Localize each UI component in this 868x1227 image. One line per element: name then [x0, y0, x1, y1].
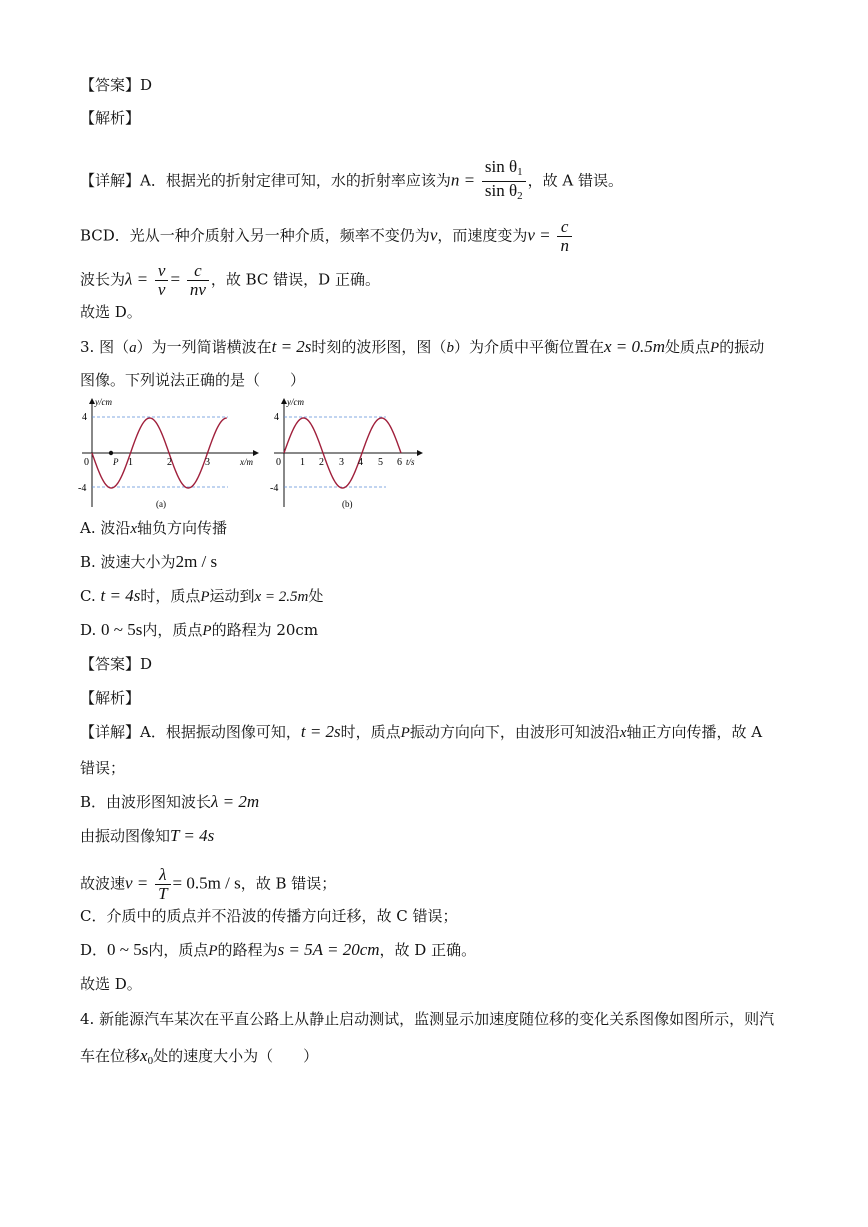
fig-a-tick-2: 2 [167, 457, 172, 468]
q3-optB-val: 2m / s [175, 552, 218, 571]
q3-option-b [80, 552, 217, 572]
q3-dB-lambda: λ = 2m [211, 792, 260, 811]
vibration-graph-b [270, 395, 430, 513]
q4-stem-line1: 4. 新能源汽车某次在平直公路上从静止启动测试，监测显示加速度随位移的变化关系图像如图所示，则汽 [80, 1010, 775, 1028]
q3-x-eq: x = 0.5m [603, 337, 665, 356]
q3-dB-a: B．由波形图知波长 [80, 793, 212, 811]
fig-a-point-P [109, 451, 113, 455]
q2-choose: 故选 D。 [80, 303, 142, 321]
q2-sin-theta2: sin θ [484, 181, 518, 200]
q3-optA-a: A. 波沿 [80, 519, 131, 537]
q3-detail-d [80, 940, 476, 961]
q2-bcd-nu: ν [429, 225, 438, 245]
q3-detail-a [80, 722, 762, 743]
q2-bcd-prefix: BCD．光从一种介质射入另一种介质，频率不变仍为 [80, 226, 430, 245]
fig-b-tick-5: 5 [378, 457, 383, 468]
fig-b-y-bottom: -4 [270, 483, 279, 494]
q3-dB3-den: T [158, 884, 168, 903]
q2-wl-prefix: 波长为 [80, 270, 126, 289]
q2-wl-fraction-2 [187, 262, 209, 299]
q3-detail-a-line2: 错误； [80, 759, 126, 777]
fig-b-tick-4: 4 [358, 457, 363, 468]
q3-option-d [80, 620, 318, 641]
fig-a-ylabel: y/cm [95, 397, 112, 407]
q3-dB3-val: = 0.5m / s [172, 873, 241, 893]
q3-dA-x: x [619, 725, 627, 741]
fig-b-origin: 0 [276, 457, 281, 468]
q3-optC-a: C. [80, 587, 96, 605]
q3-dA-P: P [400, 725, 410, 741]
q3-stem-b: ）为一列简谐横波在 [136, 338, 272, 356]
q3-optC-t: t = 4s [100, 586, 141, 605]
q3-P: P [710, 340, 720, 356]
q3-dB2-T: T = 4s [170, 826, 215, 845]
analysis-label-q2: 【解析】 [80, 109, 141, 127]
q3-stem-f: 的振动 [719, 338, 765, 356]
fig-b-tick-2: 2 [319, 457, 324, 468]
q3-dA-a: 【详解】A．根据振动图像可知， [80, 723, 301, 741]
q3-dD-b: 内，质点 [148, 941, 209, 959]
fig-a-point-label: P [113, 457, 119, 467]
analysis-label-q3: 【解析】 [80, 689, 141, 707]
q3-speed-fraction [155, 866, 170, 903]
q2-sub2: 2 [517, 190, 523, 202]
q3-detail-b [80, 792, 259, 812]
q3-dA-b: 时，质点 [340, 723, 401, 741]
q2-c: c [557, 218, 572, 237]
fig-a-origin: 0 [84, 457, 89, 468]
q4-x0-sub: 0 [147, 1055, 154, 1067]
q3-stem-d: ）为介质中平衡位置在 [453, 338, 604, 356]
q3-optD-c: 的路程为 20cm [211, 621, 319, 639]
q3-optA-b: 轴负方向传播 [137, 519, 228, 537]
q3-optD-a: D. [80, 621, 97, 639]
q2-nnu: nν [189, 280, 206, 299]
fig-b-ylabel: y/cm [287, 397, 304, 407]
q2-v-eq: v = [527, 225, 551, 245]
q2-wl-fraction-1 [155, 262, 169, 299]
q3-detail-b-period [80, 826, 214, 846]
q3-option-a [80, 518, 227, 539]
q3-dD-P: P [208, 943, 218, 959]
fig-b-tick-3: 3 [339, 457, 344, 468]
q3-option-c [80, 586, 323, 607]
q3-dB2-a: 由振动图像知 [80, 827, 171, 845]
fig-b-tick-1: 1 [300, 457, 305, 468]
q3-t-eq: t = 2s [271, 337, 312, 356]
q4-line2-a: 车在位移 [80, 1047, 141, 1065]
q2-detail-a [80, 158, 623, 205]
q3-dD-d: ，故 D 正确。 [379, 941, 477, 959]
q4-x0: x [140, 1046, 148, 1065]
fig-a-tick-3: 3 [205, 457, 210, 468]
q3-dB3-b: ，故 B 错误； [240, 874, 337, 893]
q2-sub1: 1 [517, 166, 523, 178]
fig-a-y-bottom: -4 [78, 483, 87, 494]
q3-optD-range: 0 ~ 5s [101, 620, 143, 639]
fig-a-y-top: 4 [82, 412, 87, 423]
q3-dD-s: s = 5A = 20cm [277, 940, 380, 959]
fig-b-y-top: 4 [274, 412, 279, 423]
q3-stem-line2: 图像。下列说法正确的是（ ） [80, 371, 306, 389]
fig-a-tick-1: 1 [128, 457, 133, 468]
q2-n-eq: n = [450, 170, 476, 190]
q3-stem-e: 处质点 [665, 338, 711, 356]
q3-dD-c: 的路程为 [217, 941, 278, 959]
q3-stem-c: 时刻的波形图，图（ [311, 338, 447, 356]
q3-dA-d: 轴正方向传播，故 A [626, 723, 763, 741]
fig-b-caption: (b) [342, 499, 353, 509]
q4-line2-b: 处的速度大小为（ ） [153, 1047, 319, 1065]
fig-b-xlabel: t/s [406, 457, 415, 467]
q2-n: n [560, 236, 569, 255]
q3-dB3-a: 故波速 [80, 874, 126, 893]
q3-detail-c: C．介质中的质点并不沿波的传播方向迁移，故 C 错误； [80, 907, 458, 925]
q2-lambda-eq: λ = [125, 269, 149, 289]
q3-stem-b-letter: b [446, 340, 454, 356]
q3-stem-line1 [80, 337, 764, 358]
q2-c2: c [187, 262, 209, 281]
q3-stem-a-letter: a [129, 340, 137, 356]
q3-choose: 故选 D。 [80, 975, 142, 993]
q3-dB3-v: v = [125, 873, 149, 893]
q3-dA-c: 振动方向向下，由波形可知波沿 [409, 723, 620, 741]
q3-optC-b: 时，质点 [140, 587, 201, 605]
q3-optC-c: 运动到 [209, 587, 255, 605]
q3-stem-a: 3. 图（ [80, 338, 130, 356]
q2-refractive-fraction [482, 158, 526, 205]
q3-optA-x: x [130, 521, 138, 537]
q3-dA-t: t = 2s [300, 722, 341, 741]
q3-dD-a: D． [80, 941, 108, 959]
q3-optD-b: 内，质点 [142, 621, 203, 639]
q2-wl-suffix: ，故 BC 错误，D 正确。 [210, 270, 380, 289]
q3-detail-b-speed [80, 866, 336, 903]
answer-label-q3: 【答案】D [80, 655, 153, 673]
q4-stem-line2 [80, 1046, 318, 1071]
q2-bcd-mid: ，而速度变为 [437, 226, 528, 245]
fig-a-xlabel: x/m [240, 457, 253, 467]
q2-detail-bcd [80, 218, 574, 255]
wave-graph-a [78, 395, 264, 513]
q2-sin-theta1: sin θ [484, 157, 518, 176]
q3-optC-P: P [200, 589, 210, 605]
q2-wavelength [80, 262, 380, 299]
q2-nu-sym: ν [157, 280, 166, 299]
fig-b-tick-6: 6 [397, 457, 402, 468]
q2-detail-a-suffix: ，故 A 错误。 [527, 171, 623, 190]
q3-dD-range: 0 ~ 5s [107, 940, 149, 959]
q2-eq: = [170, 269, 181, 289]
q2-detail-a-prefix: 【详解】A．根据光的折射定律可知，水的折射率应该为 [80, 171, 451, 190]
q3-optC-x: x = 2.5m [254, 589, 309, 605]
answer-label-q2: 【答案】D [80, 76, 153, 94]
q2-speed-fraction [557, 218, 572, 255]
q3-dB3-num: λ [155, 866, 170, 885]
q3-optC-d: 处 [308, 587, 324, 605]
q2-v-sym: v [155, 262, 169, 281]
q3-optD-P: P [202, 623, 212, 639]
q3-optB-a: B. 波速大小为 [80, 553, 176, 571]
fig-a-caption: (a) [156, 499, 166, 509]
